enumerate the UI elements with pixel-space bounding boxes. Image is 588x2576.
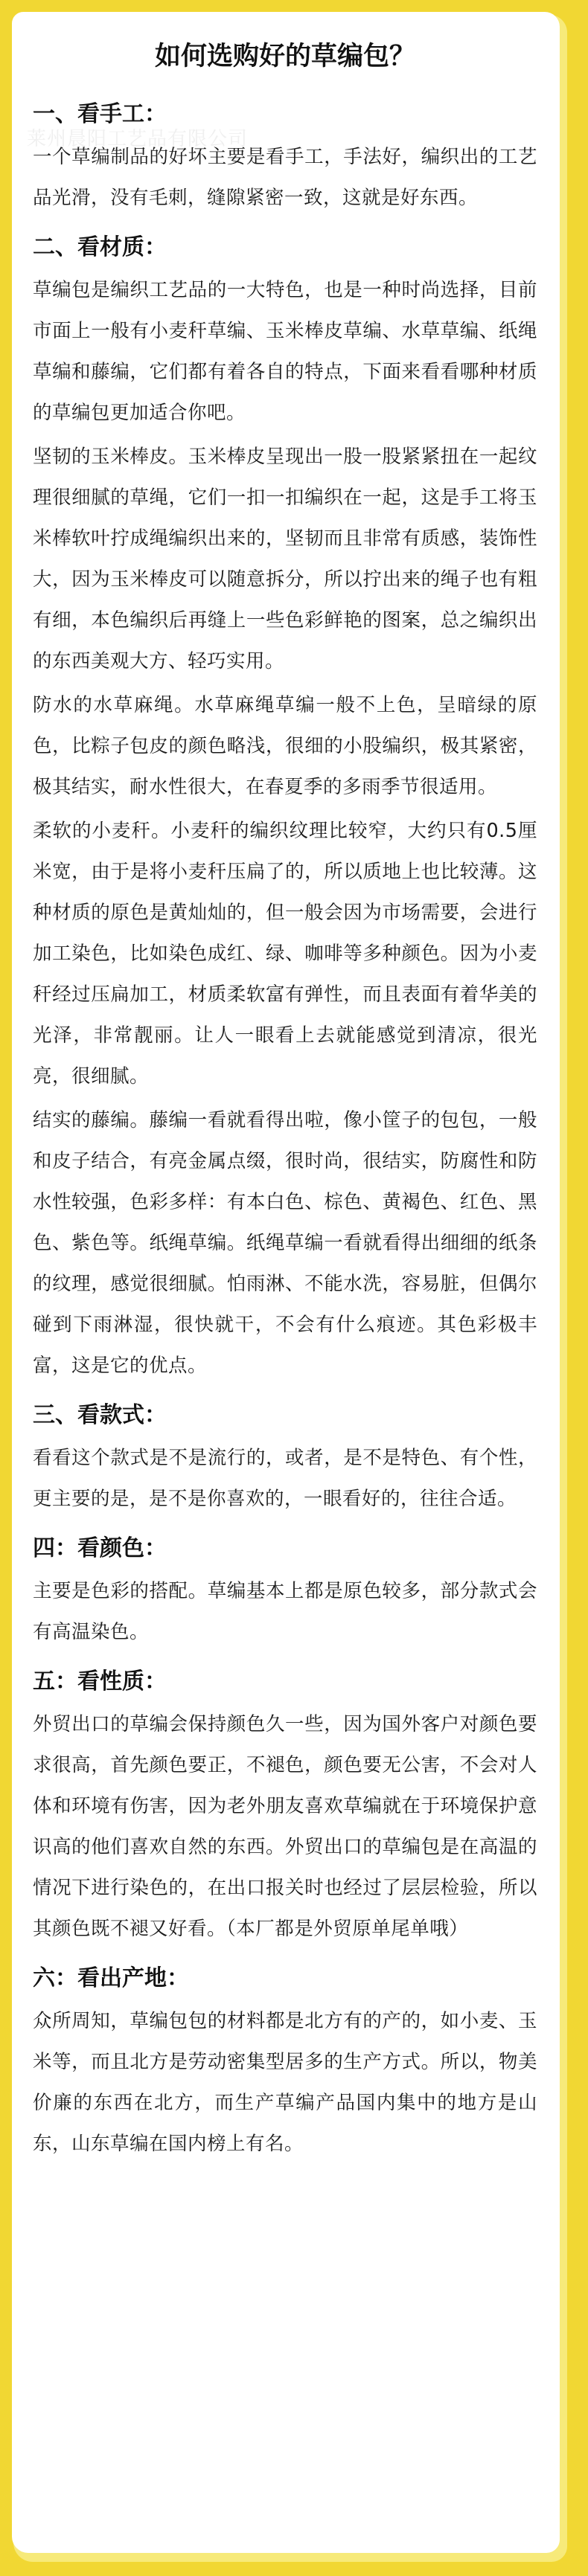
article-title: 如何选购好的草编包？ xyxy=(154,42,415,71)
section-heading-material: 二、看材质： xyxy=(33,234,167,260)
paragraph-origin: 众所周知，草编包包的材料都是北方有的产的，如小麦、玉米等，而且北方是劳动密集型居多的生产方式。所以，物美价廉的东西在北方，而生产草编产品国内集中的地方是山东，山东草编在国内榜上有名。 xyxy=(33,2010,537,2155)
paragraph-corn-husk: 坚韧的玉米棒皮。玉米棒皮呈现出一股一股紧紧扭在一起纹理很细腻的草绳，它们一扣一扣编织在一起，这是手工将玉米棒软叶拧成绳编织出来的，坚韧而且非常有质感，装饰性大，因为玉米棒皮可以随意拆分，所以拧出来的绳子也有粗有细，本色编织后再缝上一些色彩鲜艳的图案，总之编织出的东西美观大方、轻巧实用。 xyxy=(33,446,537,672)
section-heading-color: 四：看颜色： xyxy=(33,1535,167,1561)
company-watermark: 莱州晨阳工艺品有限公司 xyxy=(27,128,249,150)
paragraph-style: 看看这个款式是不是流行的，或者，是不是特色、有个性，更主要的是，是不是你喜欢的，一眼看好的，往往合适。 xyxy=(33,1447,537,1510)
section-heading-quality: 五：看性质： xyxy=(33,1668,167,1695)
article xyxy=(19,19,552,2165)
paragraph-material-intro: 草编包是编织工艺品的一大特色，也是一种时尚选择，目前市面上一般有小麦秆草编、玉米棒皮草编、水草草编、纸绳草编和藤编，它们都有着各自的特点，下面来看看哪种材质的草编包更加适合你吧。 xyxy=(33,279,537,424)
section-heading-handwork: 一、看手工： xyxy=(33,101,167,127)
paragraph-rattan-paper: 结实的藤编。藤编一看就看得出啦，像小筐子的包包，一般和皮子结合，有亮金属点缀，很时尚，很结实，防腐性和防水性较强，色彩多样：有本白色、棕色、黄褐色、红色、黑色、紫色等。纸绳草编。纸绳草编一看就看得出细细的纸条的纹理，感觉很细腻。怕雨淋、不能水洗，容易脏，但偶尔碰到下雨淋湿，很快就干，不会有什么痕迹。其色彩极丰富，这是它的优点。 xyxy=(33,1109,537,1377)
paragraph-quality: 外贸出口的草编会保持颜色久一些，因为国外客户对颜色要求很高，首先颜色要正，不褪色，颜色要无公害，不会对人体和环境有伤害，因为老外朋友喜欢草编就在于环境保护意识高的他们喜欢自然的东西。外贸出口的草编包是在高温的情况下进行染色的，在出口报关时也经过了层层检验，所以其颜色既不褪又好看。（本厂都是外贸原单尾单哦） xyxy=(33,1713,537,1940)
paragraph-wheat-straw: 柔软的小麦秆。小麦秆的编织纹理比较窄，大约只有0.5厘米宽，由于是将小麦秆压扁了的，所以质地上也比较薄。这种材质的原色是黄灿灿的，但一般会因为市场需要，会进行加工染色，比如染色成红、绿、咖啡等多种颜色。因为小麦秆经过压扁加工，材质柔软富有弹性，而且表面有着华美的光泽，非常靓丽。让人一眼看上去就能感觉到清凉，很光亮，很细腻。 xyxy=(33,820,537,1088)
paragraph-handwork: 一个草编制品的好坏主要是看手工，手法好，编织出的工艺品光滑，没有毛刺，缝隙紧密一致，这就是好东西。 xyxy=(33,146,537,209)
document-card xyxy=(19,19,552,2546)
section-heading-style: 三、看款式： xyxy=(33,1402,167,1428)
section-heading-origin: 六：看出产地： xyxy=(33,1965,189,1991)
paragraph-water-grass: 防水的水草麻绳。水草麻绳草编一般不上色，呈暗绿的原色，比粽子包皮的颜色略浅，很细的小股编织，极其紧密，极其结实，耐水性很大，在春夏季的多雨季节很适用。 xyxy=(33,694,537,798)
paragraph-color: 主要是色彩的搭配。草编基本上都是原色较多，部分款式会有高温染色。 xyxy=(33,1580,537,1643)
